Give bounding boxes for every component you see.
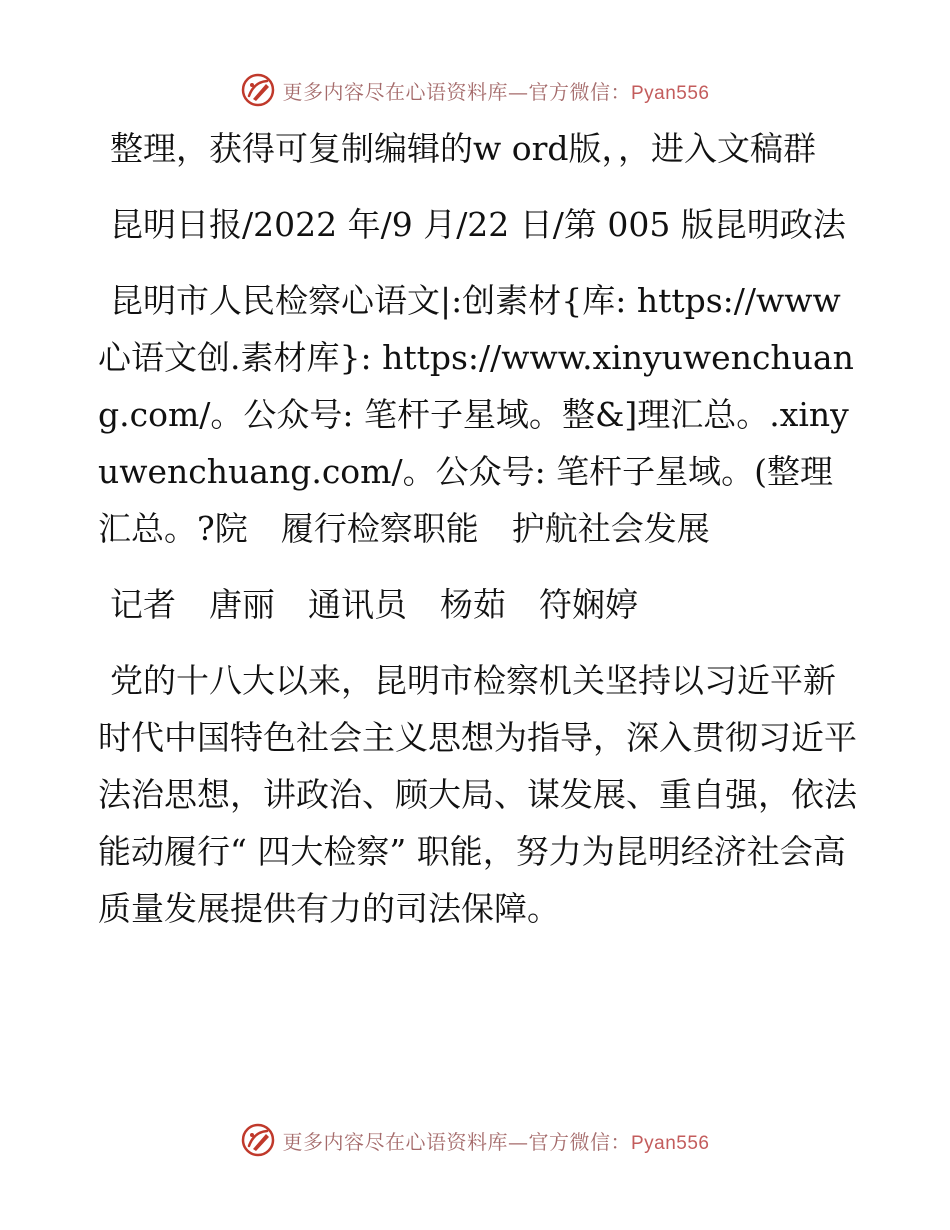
wechat-id: Pyan556: [630, 82, 710, 104]
document-body: [98, 120, 858, 956]
logo-icon: [240, 72, 276, 108]
paragraph-byline: 记者 唐丽 通讯员 杨茹 符娴婷: [110, 585, 638, 624]
paragraph-body: 党的十八大以来，昆明市检察机关坚持以习近平新时代中国特色社会主义思想为指导，深入贯彻习近平法治思想，讲政治、顾大局、谋发展、重自强，依法能动履行“ 四大检察” 职能，努力为昆明经济社会高质量发展提供有力的司法保障。: [98, 661, 857, 928]
banner-label: 更多内容尽在心语资料库—官方微信：: [282, 1129, 631, 1154]
paragraph-headline: 昆明市人民检察心语文|:创素材{库: https://www心语文创.素材库}: https://www.xinyuwenchuang.com/。公众号: 笔杆子星域。整&]理汇总。.xinyuwenchuang.com/。公众号: 笔杆子星域。(整理汇总。?院 履行检察职能 护航社会发展: [98, 281, 854, 548]
header-banner: [0, 70, 950, 110]
logo-icon: [240, 1122, 276, 1158]
paragraph-intro: 整理，获得可复制编辑的w ord版，，进入文稿群: [110, 129, 817, 168]
banner-text: [282, 76, 709, 105]
footer-banner: [0, 1120, 950, 1160]
wechat-id: Pyan556: [630, 1132, 710, 1154]
banner-label: 更多内容尽在心语资料库—官方微信：: [282, 79, 631, 104]
banner-text: [282, 1126, 709, 1155]
paragraph-source: 昆明日报/2022 年/9 月/22 日/第 005 版昆明政法: [110, 205, 846, 244]
